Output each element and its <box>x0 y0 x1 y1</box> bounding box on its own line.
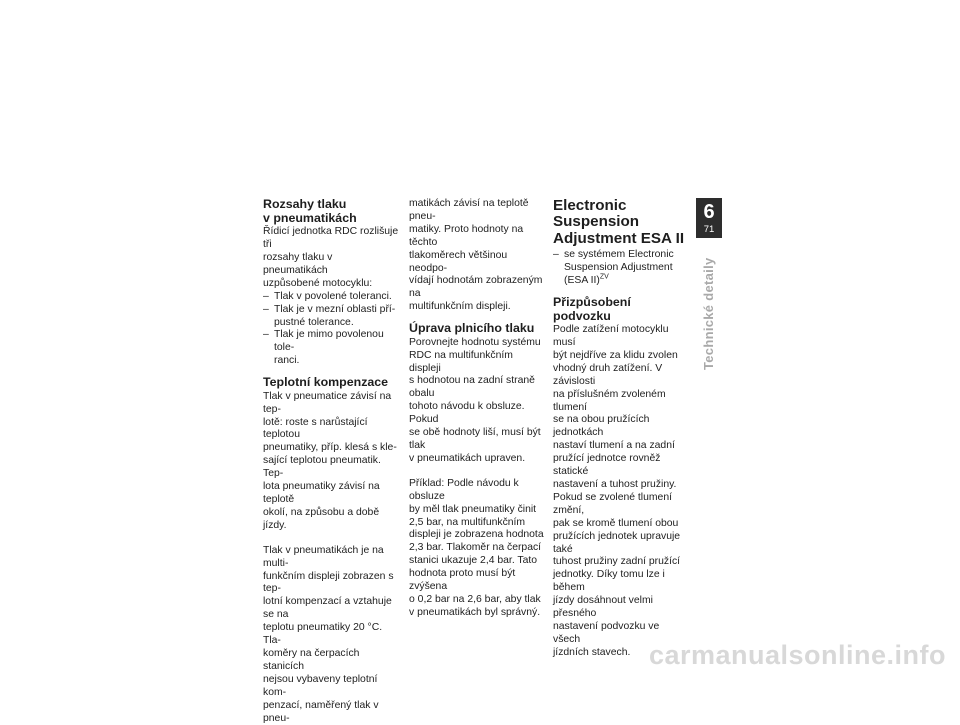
paragraph-temperature-1: Tlak v pneumatice závisí na tep- lotě: roste s narůstající teplotou pneumatiky, příp. klesá s kle- sající teplotou pneumatik. Tep- lota pneumatiky závisí na teplotě okolí, na způsobu a době jízdy. <box>263 390 397 531</box>
tire-range-list <box>263 291 399 368</box>
paragraph-temperature-2: Tlak v pneumatikách je na multi- funkčním displeji zobrazen s tep- lotní kompenzací a vztahuje se na teplotu pneumatiky 20 °C. Tla- koměry na čerpacích stanicích nejsou vybaveny teplotní kom- penzací, naměřený tlak v pneu- <box>263 544 394 724</box>
paragraph-continued: matikách závisí na teplotě pneu- matiky. Proto hodnoty na těchto tlakoměrech většinou neodpo- vídají hodnotám zobrazeným na multifunkčním displeji. <box>409 198 543 313</box>
paragraph-adjustment: Porovnejte hodnotu systému RDC na multifunkčním displeji s hodnotou na zadní straně obalu tohoto návodu k obsluze. Pokud se obě hodnoty liší, musí být tlak v pneumatikách upraven. <box>409 336 541 464</box>
paragraph-suspension: Podle zatížení motocyklu musí být nejdříve za klidu zvolen vhodný druh zatížení. V závislosti na příslušném zvoleném tlumení se na obou pružících jednotkách nastaví tlumení a na zadní pružící jednotce rovněž statické nastavení a tuhost pružiny. Pokud se zvolené tlumení změní, pak se kromě tlumení obou pružících jednotek upravuje také tuhost pružiny zadní pružící jednotky. Díky tomu lze i během jízdy dosáhnout velmi přesného nastavení podvozku ve všech jízdních stavech. <box>553 324 681 658</box>
esa-equipment-list <box>553 249 687 288</box>
list-item: – Tlak je v mezní oblasti pří- pustné tolerance. <box>263 304 399 330</box>
heading-tire-pressure-ranges: Rozsahy tlaku v pneumatikách <box>263 197 357 225</box>
paragraph-example: Příklad: Podle návodu k obsluze by měl tlak pneumatiky činit 2,5 bar, na multifunkčním displeji je zobrazena hodnota 2,3 bar. Tlakoměr na čerpací stanici ukazuje 2,4 bar. Tato hodnota proto musí být zvýšena o 0,2 bar na 2,6 bar, aby tlak v pneumatikách byl správný. <box>409 477 544 618</box>
column-3 <box>553 198 687 660</box>
chapter-number: 6 <box>703 201 715 223</box>
heading-temperature-compensation: Teplotní kompenzace <box>263 375 389 390</box>
column-2 <box>409 198 546 620</box>
chapter-side-label: Technické detaily <box>701 257 716 370</box>
list-item: – Tlak v povolené toleranci. <box>263 291 399 304</box>
paragraph-tire-ranges: Řídicí jednotka RDC rozlišuje tři rozsahy tlaku v pneumatikách uzpůsobené motocyklu: <box>263 226 399 289</box>
optional-equipment-superscript: ZV <box>599 273 609 281</box>
list-item: – Tlak je mimo povolenou tole- ranci. <box>263 329 399 368</box>
list-item: – se systémem Electronic Suspension Adjustment (ESA II)$^{ZV}$ <box>553 249 687 288</box>
page-number: 71 <box>703 224 715 235</box>
heading-esa: Electronic Suspension Adjustment ESA II <box>553 197 685 247</box>
heading-pressure-adjustment: Úprava plnicího tlaku <box>409 321 535 336</box>
chapter-tab <box>696 198 722 238</box>
watermark: carmanualsonline.info <box>648 640 946 670</box>
heading-suspension-adjustment: Přizpůsobení podvozku <box>553 294 631 323</box>
column-1 <box>263 198 399 725</box>
